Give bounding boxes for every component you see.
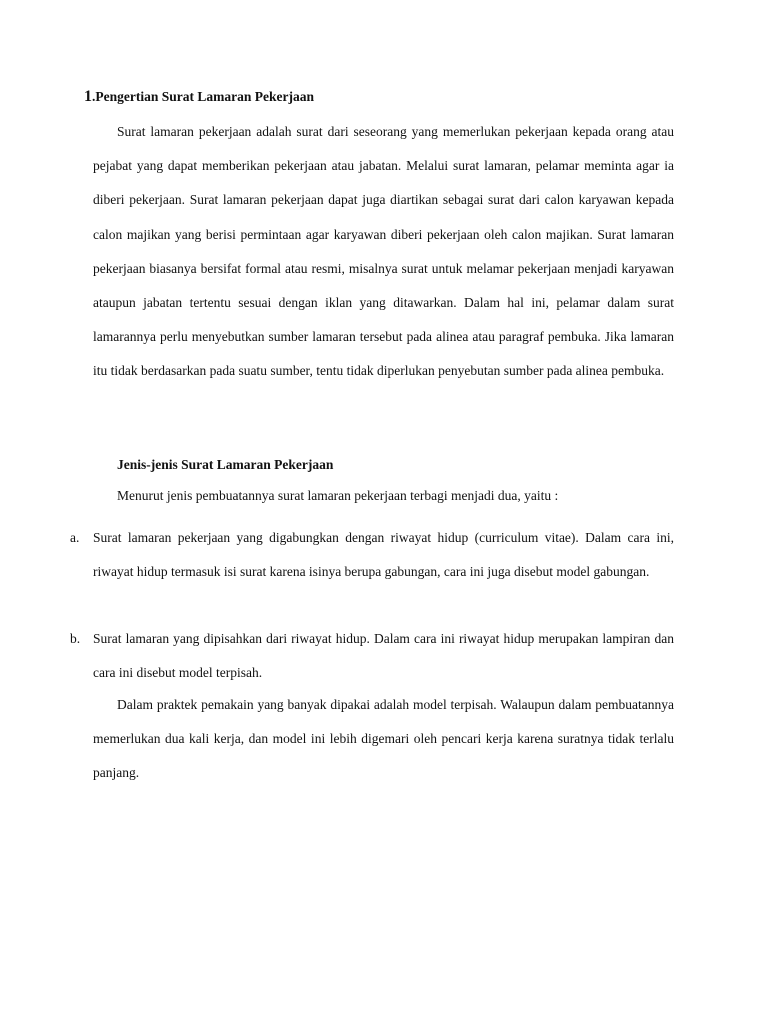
subsection-heading: Jenis-jenis Surat Lamaran Pekerjaan — [117, 457, 334, 472]
section-number: 1 — [84, 88, 92, 105]
list-item-text: Surat lamaran pekerjaan yang digabungkan dengan riwayat hidup (curriculum vitae). Dalam cara ini, riwayat hidup termasuk isi surat karena isinya berupa gabungan, cara ini juga disebut model gabungan. — [93, 530, 674, 579]
definition-paragraph: Surat lamaran pekerjaan adalah surat dari seseorang yang memerlukan pekerjaan kepada orang atau pejabat yang dapat memberikan pekerjaan atau jabatan. Melalui surat lamaran, pelamar meminta agar ia diberi pekerjaan. Surat lamaran pekerjaan dapat juga diartikan sebagai surat dari calon karyawan kepada calon majikan yang berisi permintaan agar karyawan diberi pekerjaan oleh calon majikan. Surat lamaran pekerjaan biasanya bersifat formal atau resmi, misalnya surat untuk melamar pekerjaan menjadi karyawan ataupun jabatan tertentu sesuai dengan iklan yang ditawarkan. Dalam hal ini, pelamar dalam surat lamarannya perlu menyebutkan sumber lamaran tersebut pada alinea atau paragraf pembuka. Jika lamaran itu tidak berdasarkan pada suatu sumber, tentu tidak diperlukan penyebutan sumber pada alinea pembuka. — [93, 124, 674, 379]
section-heading — [84, 88, 314, 106]
closing-paragraph: Dalam praktek pemakain yang banyak dipakai adalah model terpisah. Walaupun dalam pembuatannya memerlukan dua kali kerja, dan model ini lebih digemari oleh pencari kerja karena suratnya tidak terlalu panjang. — [93, 697, 674, 780]
section-title: .Pengertian Surat Lamaran Pekerjaan — [92, 89, 314, 104]
list-marker: a. — [70, 530, 80, 545]
list-item-text: Surat lamaran yang dipisahkan dari riwayat hidup. Dalam cara ini riwayat hidup merupakan lampiran dan cara ini disebut model terpisah. — [93, 631, 674, 680]
list-item — [70, 521, 674, 588]
list-item — [70, 622, 674, 689]
intro-sentence: Menurut jenis pembuatannya surat lamaran pekerjaan terbagi menjadi dua, yaitu : — [117, 488, 559, 503]
list-marker: b. — [70, 631, 81, 646]
